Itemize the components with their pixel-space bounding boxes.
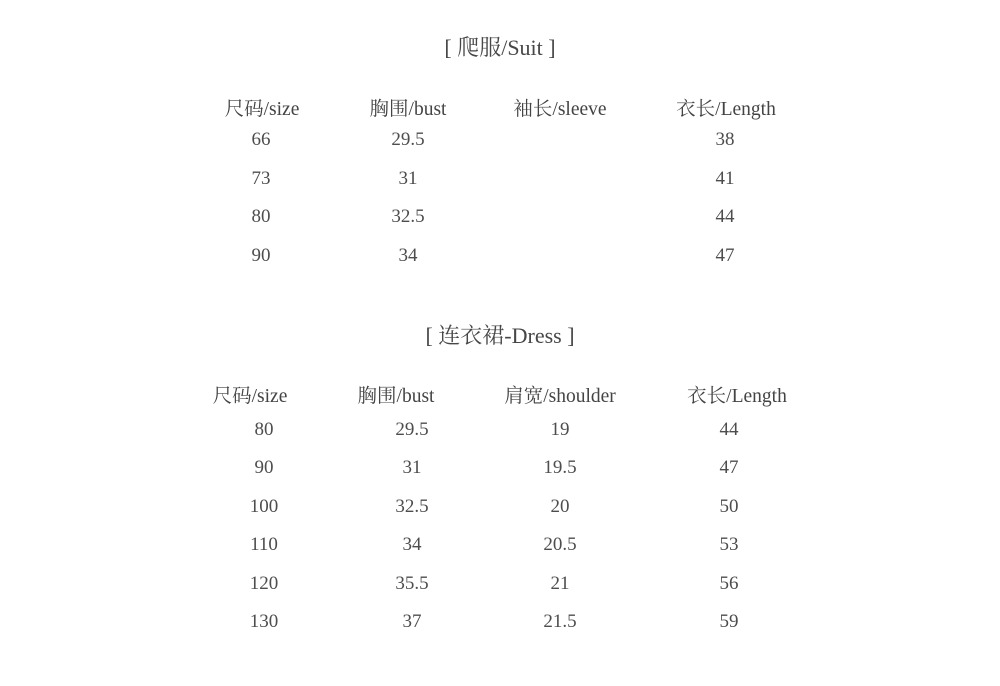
dress-size-cell: 100 xyxy=(249,496,279,517)
suit-bust-cell: 29.5 xyxy=(391,129,425,150)
suit-bust-cell: 32.5 xyxy=(391,206,425,227)
dress-size-cell: 110 xyxy=(250,534,278,555)
dress-header-shoulder: 肩宽/shoulder xyxy=(504,386,616,407)
dress-bust-cell: 35.5 xyxy=(395,573,429,594)
suit-size-cell: 66 xyxy=(251,129,271,150)
dress-shoulder-cell: 21 xyxy=(550,573,570,594)
suit-header-sleeve: 袖长/sleeve xyxy=(513,99,607,120)
dress-length-cell: 53 xyxy=(719,534,739,555)
dress-shoulder-cell: 19.5 xyxy=(543,457,577,478)
dress-bust-cell: 34 xyxy=(402,534,422,555)
suit-size-cell: 90 xyxy=(251,245,271,266)
dress-bust-cell: 32.5 xyxy=(395,496,429,517)
dress-length-cell: 50 xyxy=(719,496,739,517)
dress-header-size: 尺码/size xyxy=(212,386,288,407)
suit-bust-cell: 34 xyxy=(398,245,418,266)
suit-size-cell: 73 xyxy=(251,168,271,189)
suit-length-cell: 38 xyxy=(715,129,735,150)
dress-bust-cell: 29.5 xyxy=(395,419,429,440)
dress-length-cell: 59 xyxy=(719,611,739,632)
dress-size-cell: 130 xyxy=(249,611,279,632)
dress-length-cell: 44 xyxy=(719,419,739,440)
dress-header-bust: 胸围/bust xyxy=(357,386,435,407)
dress-length-cell: 47 xyxy=(719,457,739,478)
suit-header-length: 衣长/Length xyxy=(676,99,776,120)
dress-shoulder-cell: 20 xyxy=(550,496,570,517)
dress-size-cell: 80 xyxy=(254,419,274,440)
dress-size-cell: 90 xyxy=(254,457,274,478)
dress-header-length: 衣长/Length xyxy=(687,386,787,407)
suit-bust-cell: 31 xyxy=(398,168,418,189)
dress-shoulder-cell: 21.5 xyxy=(543,611,577,632)
suit-length-cell: 44 xyxy=(715,206,735,227)
suit-length-cell: 41 xyxy=(715,168,735,189)
suit-length-cell: 47 xyxy=(715,245,735,266)
dress-length-cell: 56 xyxy=(719,573,739,594)
dress-table-title: [ 连衣裙-Dress ] xyxy=(425,323,575,348)
dress-bust-cell: 37 xyxy=(402,611,422,632)
dress-shoulder-cell: 19 xyxy=(550,419,570,440)
dress-bust-cell: 31 xyxy=(402,457,422,478)
dress-size-cell: 120 xyxy=(249,573,279,594)
suit-header-size: 尺码/size xyxy=(224,99,300,120)
suit-header-bust: 胸围/bust xyxy=(369,99,447,120)
suit-table-title: [ 爬服/Suit ] xyxy=(444,35,556,60)
dress-shoulder-cell: 20.5 xyxy=(543,534,577,555)
suit-size-cell: 80 xyxy=(251,206,271,227)
